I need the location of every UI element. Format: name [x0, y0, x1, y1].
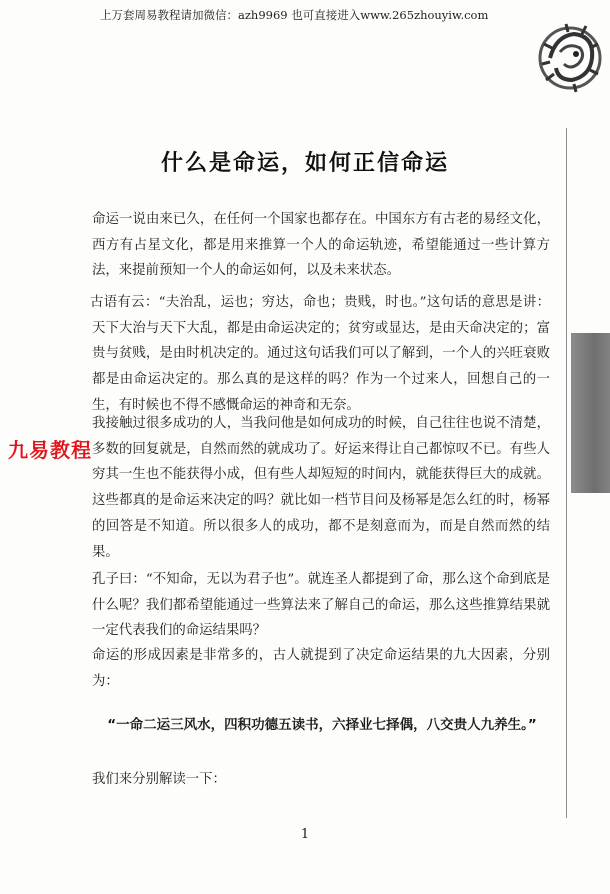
side-scan-shadow: [571, 333, 610, 493]
paragraph-1: [92, 207, 550, 284]
paragraph-3-text: 我接触过很多成功的人，当我问他是如何成功的时候，自己往往也说不清楚，多数的回复就是，自然而然的就成功了。好运来得让自己都惊叹不已。有些人穷其一生也不能获得小成，但有些人却短短的时间内，就能获得巨大的成就。这些都真的是命运来决定的吗？就比如一档节目问及杨幂是怎么红的时，杨幂的回答是不知道。所以很多人的成功，都不是刻意而为，而是自然而然的结果。: [92, 416, 550, 560]
paragraph-4: [92, 567, 550, 644]
dragon-logo: [536, 18, 604, 100]
paragraph-1-text: 命运一说由来已久，在任何一个国家也都存在。中国东方有古老的易经文化，西方有占星文化，都是用来推算一个人的命运轨迹，希望能通过一些计算方法，来提前预知一个人的命运如何，以及未来状态。: [92, 212, 550, 279]
nine-factors-quote: “一命二运三风水，四积功德五读书，六择业七择偶，八交贵人九养生。”: [107, 717, 537, 733]
page-edge-rule: [566, 128, 567, 818]
paragraph-3: [92, 411, 550, 565]
paragraph-5: [92, 643, 550, 694]
paragraph-4-text: 孔子曰：“不知命，无以为君子也”。就连圣人都提到了命，那么这个命到底是什么呢？我们都希望能通过一些算法来了解自己的命运，那么这些推算结果就一定代表我们的命运结果吗？: [92, 572, 550, 639]
closing-line: 我们来分别解读一下：: [92, 772, 226, 787]
header-banner: 上万套周易教程请加微信：azh9969 也可直接进入www.265zhouyiw.com: [100, 8, 489, 22]
paragraph-2-text: 古语有云：“夫治乱，运也；穷达，命也；贵贱，时也。”这句话的意思是讲：天下大治与天下大乱，都是由命运决定的；贫穷或显达，是由天命决定的；富贵与贫贱，是由时机决定的。通过这句话我们可以了解到，一个人的兴旺衰败都是由命运决定的。那么真的是这样的吗？作为一个过来人，回想自己的一生，有时候也不得不感慨命运的神奇和无奈。: [90, 295, 550, 413]
watermark-text: 九易教程: [8, 438, 92, 462]
document-title: 什么是命运，如何正信命运: [160, 151, 449, 176]
page-number: 1: [300, 827, 310, 842]
paragraph-2: [92, 290, 550, 419]
paragraph-5-text: 命运的形成因素是非常多的，古人就提到了决定命运结果的九大因素，分别为：: [92, 648, 550, 689]
